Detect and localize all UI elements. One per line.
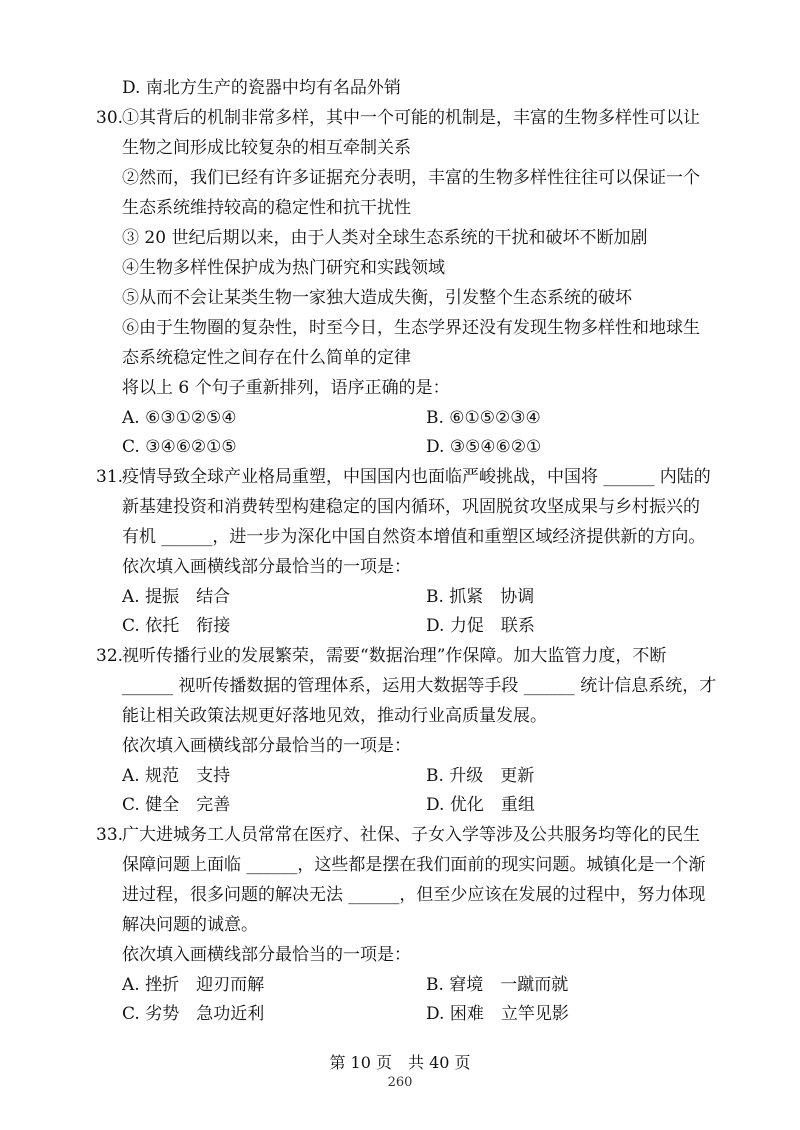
question-32-option-b[interactable]: B. 升级 更新 bbox=[426, 766, 535, 786]
question-33-option-b[interactable]: B. 窘境 一蹴而就 bbox=[426, 975, 569, 995]
question-30-number: 30. bbox=[96, 108, 124, 128]
question-30-option-d[interactable]: D. ③⑤④⑥②① bbox=[426, 437, 542, 457]
question-33-option-a[interactable]: A. 挫折 迎刃而解 bbox=[122, 975, 265, 995]
question-30-option-a[interactable]: A. ⑥③①②⑤④ bbox=[122, 408, 237, 428]
question-30-prompt: 将以上 6 个句子重新排列，语序正确的是： bbox=[122, 378, 450, 398]
question-30-line: 态系统稳定性之间存在什么简单的定律 bbox=[122, 348, 411, 368]
question-30-line: 生态系统维持较高的稳定性和抗干扰性 bbox=[122, 198, 411, 218]
question-32-line: ______ 视听传播数据的管理体系，运用大数据等手段 ______ 统计信息系统，才 bbox=[122, 676, 717, 696]
question-32-option-d[interactable]: D. 优化 重组 bbox=[426, 795, 535, 815]
question-30-line: ③ 20 世纪后期以来，由于人类对全球生态系统的干扰和破坏不断加剧 bbox=[122, 228, 648, 248]
question-30-option-b[interactable]: B. ⑥①⑤②③④ bbox=[426, 408, 541, 428]
question-30-line: ④生物多样性保护成为热门研究和实践领域 bbox=[122, 258, 445, 278]
question-30-line: 生物之间形成比较复杂的相互牵制关系 bbox=[122, 138, 411, 158]
page-number: 260 bbox=[387, 1075, 413, 1090]
question-31-number: 31. bbox=[96, 467, 124, 487]
question-33-number: 33. bbox=[96, 825, 124, 845]
page-label: 第 10 页 共 40 页 bbox=[329, 1053, 471, 1072]
question-32-prompt: 依次填入画横线部分最恰当的一项是： bbox=[122, 736, 411, 756]
question-33-line: 解决问题的诚意。 bbox=[122, 915, 258, 935]
question-32-line: 视听传播行业的发展繁荣，需要“数据治理”作保障。加大监管力度，不断 bbox=[122, 646, 667, 666]
question-31-option-b[interactable]: B. 抓紧 协调 bbox=[426, 587, 535, 607]
question-30-option-c[interactable]: C. ③④⑥②①⑤ bbox=[122, 437, 237, 457]
question-32-number: 32. bbox=[96, 646, 124, 666]
question-31-line: 疫情导致全球产业格局重塑，中国国内也面临严峻挑战，中国将 ______ 内陆的 bbox=[122, 467, 711, 487]
question-32-line: 能让相关政策法规更好落地见效，推动行业高质量发展。 bbox=[122, 706, 547, 726]
question-33-line: 广大进城务工人员常常在医疗、社保、子女入学等涉及公共服务均等化的民生 bbox=[122, 825, 700, 845]
question-31-line: 新基建投资和消费转型构建稳定的国内循环，巩固脱贫攻坚成果与乡村振兴的 bbox=[122, 497, 700, 517]
question-30-line: ②然而，我们已经有许多证据充分表明，丰富的生物多样性往往可以保证一个 bbox=[122, 168, 700, 188]
question-31-prompt: 依次填入画横线部分最恰当的一项是： bbox=[122, 557, 411, 577]
question-30-line: ⑥由于生物圈的复杂性，时至今日，生态学界还没有发现生物多样性和地球生 bbox=[122, 318, 700, 338]
question-33-line: 进过程，很多问题的解决无法 ______，但至少应该在发展的过程中，努力体现 bbox=[122, 885, 706, 905]
question-32-option-a[interactable]: A. 规范 支持 bbox=[122, 766, 231, 786]
question-31-option-d[interactable]: D. 力促 联系 bbox=[426, 616, 535, 636]
question-33-option-c[interactable]: C. 劣势 急功近利 bbox=[122, 1004, 265, 1024]
question-33-prompt: 依次填入画横线部分最恰当的一项是： bbox=[122, 945, 411, 965]
question-30-line: ①其背后的机制非常多样，其中一个可能的机制是，丰富的生物多样性可以让 bbox=[122, 108, 700, 128]
question-32-option-c[interactable]: C. 健全 完善 bbox=[122, 795, 231, 815]
question-30-line: ⑤从而不会让某类生物一家独大造成失衡，引发整个生态系统的破坏 bbox=[122, 288, 632, 308]
question-33-option-d[interactable]: D. 困难 立竿见影 bbox=[426, 1004, 569, 1024]
question-33-line: 保障问题上面临 ______，这些都是摆在我们面前的现实问题。城镇化是一个渐 bbox=[122, 855, 706, 875]
question-31-option-a[interactable]: A. 提振 结合 bbox=[122, 587, 231, 607]
question-31-option-c[interactable]: C. 依托 衔接 bbox=[122, 616, 231, 636]
prev-option-d: D. 南北方生产的瓷器中均有名品外销 bbox=[122, 78, 401, 98]
question-31-line: 有机 ______，进一步为深化中国自然资本增值和重塑区域经济提供新的方向。 bbox=[122, 527, 706, 547]
